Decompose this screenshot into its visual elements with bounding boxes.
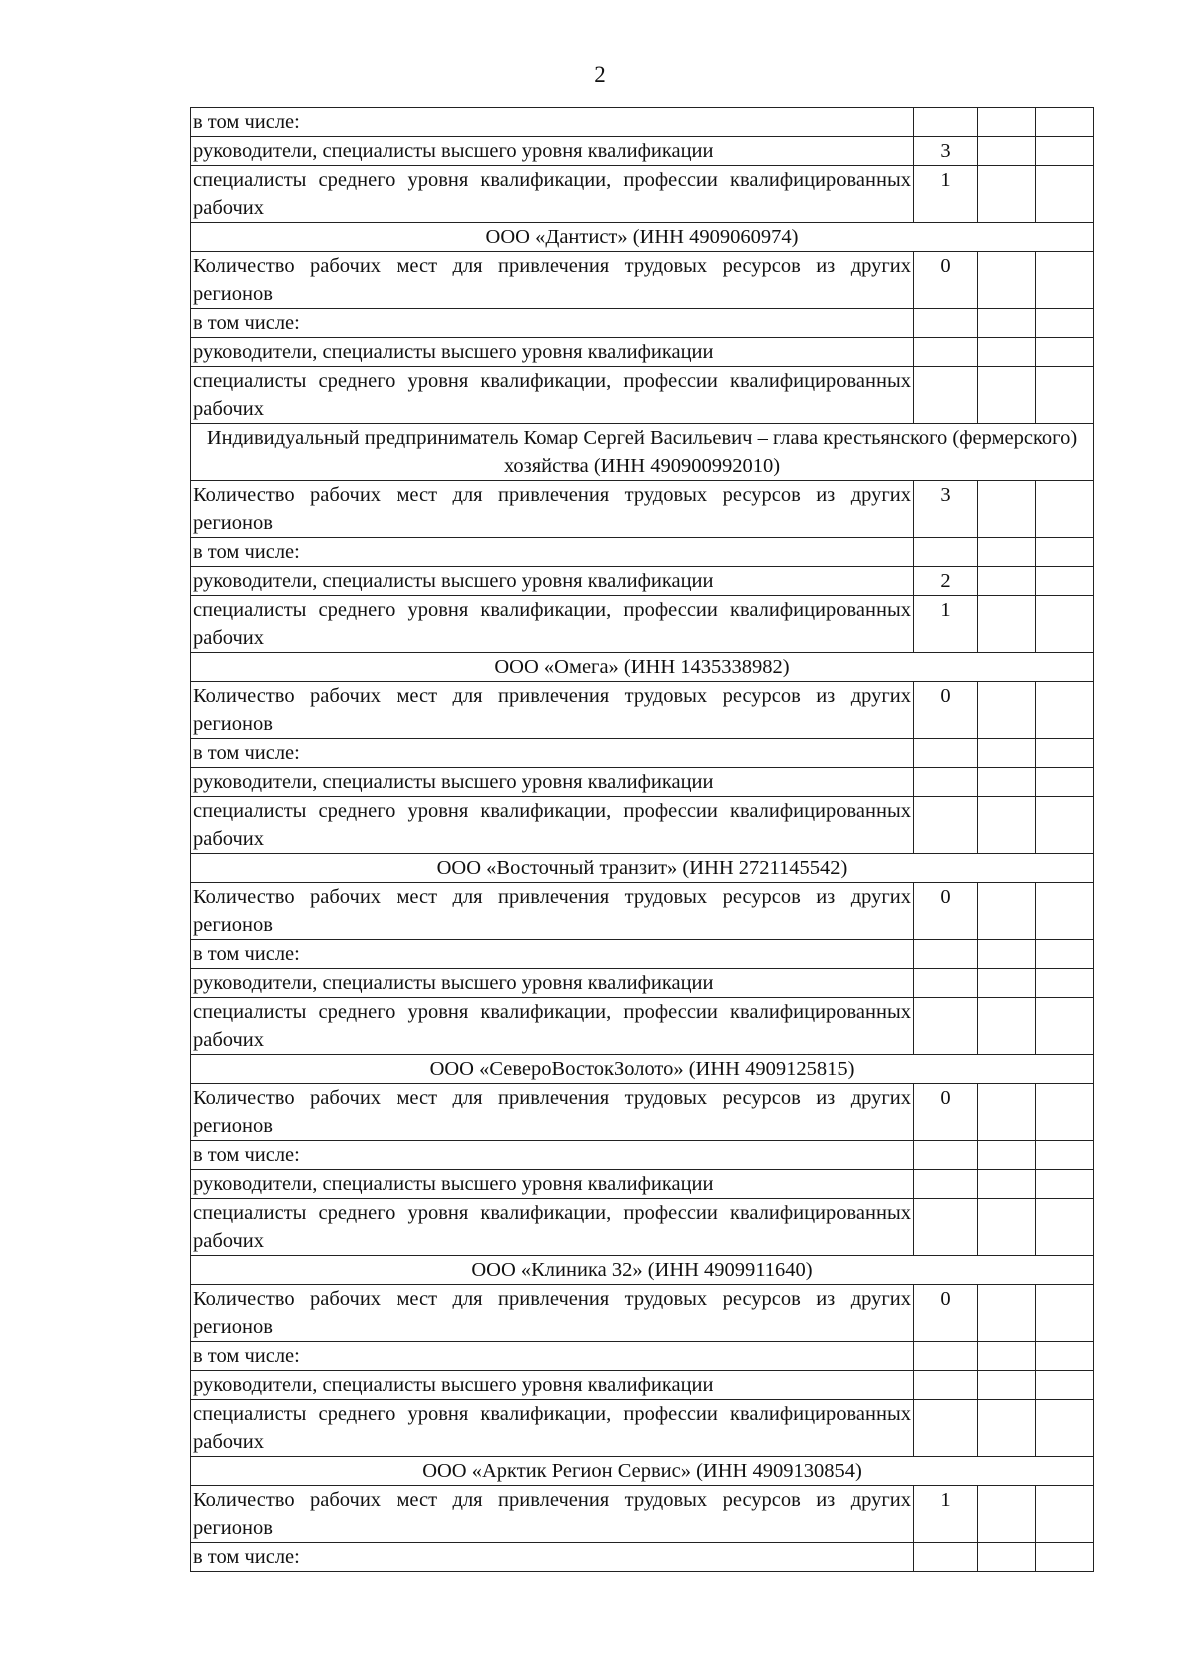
row-label: Количество рабочих мест для привлечения трудовых ресурсов из других регионов: [191, 682, 914, 739]
organization-name: ООО «Восточный транзит» (ИНН 2721145542): [191, 854, 1094, 883]
organization-header-row: [191, 223, 1094, 252]
table-row: [191, 596, 1094, 653]
row-label: специалисты среднего уровня квалификации, профессии квалифицированных рабочих: [191, 166, 914, 223]
empty-cell: [1036, 768, 1094, 797]
empty-cell: [1036, 1486, 1094, 1543]
empty-cell: [1036, 538, 1094, 567]
empty-cell: [978, 166, 1036, 223]
table-row: [191, 1543, 1094, 1572]
row-value: [914, 1141, 978, 1170]
row-label: руководители, специалисты высшего уровня квалификации: [191, 567, 914, 596]
table-row: [191, 481, 1094, 538]
table-row: [191, 367, 1094, 424]
table-row: [191, 309, 1094, 338]
row-label: Количество рабочих мест для привлечения трудовых ресурсов из других регионов: [191, 252, 914, 309]
organization-name: Индивидуальный предприниматель Комар Сергей Васильевич – глава крестьянского (фермерского) хозяйства (ИНН 490900992010): [191, 424, 1094, 481]
empty-cell: [1036, 252, 1094, 309]
empty-cell: [978, 797, 1036, 854]
table-row: [191, 739, 1094, 768]
table-row: [191, 682, 1094, 739]
empty-cell: [978, 998, 1036, 1055]
row-label: в том числе:: [191, 108, 914, 137]
table-row: [191, 768, 1094, 797]
table-row: [191, 1084, 1094, 1141]
empty-cell: [1036, 1371, 1094, 1400]
organization-header-row: [191, 653, 1094, 682]
organization-name: ООО «СевероВостокЗолото» (ИНН 4909125815): [191, 1055, 1094, 1084]
empty-cell: [1036, 883, 1094, 940]
row-value: [914, 739, 978, 768]
table-row: [191, 252, 1094, 309]
row-label: Количество рабочих мест для привлечения трудовых ресурсов из других регионов: [191, 1285, 914, 1342]
table-row: [191, 1170, 1094, 1199]
empty-cell: [1036, 797, 1094, 854]
empty-cell: [978, 940, 1036, 969]
empty-cell: [1036, 1170, 1094, 1199]
empty-cell: [978, 682, 1036, 739]
row-value: [914, 338, 978, 367]
table-row: [191, 166, 1094, 223]
row-value: 0: [914, 252, 978, 309]
row-value: 1: [914, 1486, 978, 1543]
row-value: 0: [914, 1084, 978, 1141]
empty-cell: [978, 567, 1036, 596]
empty-cell: [1036, 367, 1094, 424]
table-row: [191, 137, 1094, 166]
row-value: 2: [914, 567, 978, 596]
empty-cell: [978, 137, 1036, 166]
organization-name: ООО «Дантист» (ИНН 4909060974): [191, 223, 1094, 252]
empty-cell: [978, 252, 1036, 309]
empty-cell: [978, 1199, 1036, 1256]
empty-cell: [978, 739, 1036, 768]
empty-cell: [978, 596, 1036, 653]
empty-cell: [978, 481, 1036, 538]
empty-cell: [978, 538, 1036, 567]
row-label: в том числе:: [191, 309, 914, 338]
empty-cell: [978, 1543, 1036, 1572]
organization-name: ООО «Арктик Регион Сервис» (ИНН 4909130854): [191, 1457, 1094, 1486]
row-label: руководители, специалисты высшего уровня квалификации: [191, 1371, 914, 1400]
row-label: Количество рабочих мест для привлечения трудовых ресурсов из других регионов: [191, 883, 914, 940]
table-body: [191, 108, 1094, 1572]
row-label: Количество рабочих мест для привлечения трудовых ресурсов из других регионов: [191, 1084, 914, 1141]
table-row: [191, 338, 1094, 367]
empty-cell: [978, 883, 1036, 940]
empty-cell: [1036, 1400, 1094, 1457]
row-label: руководители, специалисты высшего уровня квалификации: [191, 969, 914, 998]
organization-name: ООО «Омега» (ИНН 1435338982): [191, 653, 1094, 682]
row-label: руководители, специалисты высшего уровня квалификации: [191, 137, 914, 166]
row-value: 3: [914, 481, 978, 538]
row-label: специалисты среднего уровня квалификации, профессии квалифицированных рабочих: [191, 1400, 914, 1457]
row-label: в том числе:: [191, 1141, 914, 1170]
row-label: руководители, специалисты высшего уровня квалификации: [191, 1170, 914, 1199]
row-value: [914, 797, 978, 854]
row-value: [914, 1400, 978, 1457]
table-row: [191, 1199, 1094, 1256]
row-value: [914, 1543, 978, 1572]
row-value: [914, 1371, 978, 1400]
row-value: 3: [914, 137, 978, 166]
empty-cell: [978, 1285, 1036, 1342]
row-value: [914, 969, 978, 998]
table-row: [191, 1285, 1094, 1342]
table-row: [191, 940, 1094, 969]
row-label: руководители, специалисты высшего уровня квалификации: [191, 768, 914, 797]
empty-cell: [978, 108, 1036, 137]
row-value: 0: [914, 682, 978, 739]
row-label: в том числе:: [191, 1342, 914, 1371]
empty-cell: [1036, 108, 1094, 137]
row-value: [914, 768, 978, 797]
empty-cell: [1036, 739, 1094, 768]
row-label: в том числе:: [191, 739, 914, 768]
empty-cell: [1036, 137, 1094, 166]
empty-cell: [1036, 998, 1094, 1055]
row-label: Количество рабочих мест для привлечения трудовых ресурсов из других регионов: [191, 481, 914, 538]
empty-cell: [978, 1084, 1036, 1141]
row-value: [914, 940, 978, 969]
row-label: руководители, специалисты высшего уровня квалификации: [191, 338, 914, 367]
organization-header-row: [191, 1256, 1094, 1285]
row-label: специалисты среднего уровня квалификации, профессии квалифицированных рабочих: [191, 797, 914, 854]
row-value: 1: [914, 166, 978, 223]
page-number: 2: [594, 62, 606, 87]
table-row: [191, 1342, 1094, 1371]
table-row: [191, 1486, 1094, 1543]
table-row: [191, 538, 1094, 567]
table-row: [191, 1141, 1094, 1170]
table-row: [191, 1371, 1094, 1400]
row-value: 1: [914, 596, 978, 653]
row-value: [914, 1170, 978, 1199]
table-row: [191, 797, 1094, 854]
empty-cell: [1036, 1199, 1094, 1256]
row-label: специалисты среднего уровня квалификации, профессии квалифицированных рабочих: [191, 367, 914, 424]
empty-cell: [1036, 309, 1094, 338]
table-row: [191, 108, 1094, 137]
empty-cell: [1036, 338, 1094, 367]
empty-cell: [978, 309, 1036, 338]
empty-cell: [1036, 596, 1094, 653]
row-value: [914, 367, 978, 424]
empty-cell: [1036, 940, 1094, 969]
row-value: [914, 998, 978, 1055]
organization-name: ООО «Клиника 32» (ИНН 4909911640): [191, 1256, 1094, 1285]
empty-cell: [1036, 682, 1094, 739]
row-label: специалисты среднего уровня квалификации, профессии квалифицированных рабочих: [191, 1199, 914, 1256]
empty-cell: [978, 1371, 1036, 1400]
row-label: в том числе:: [191, 940, 914, 969]
empty-cell: [978, 1400, 1036, 1457]
organization-header-row: [191, 1055, 1094, 1084]
organization-header-row: [191, 854, 1094, 883]
empty-cell: [1036, 1285, 1094, 1342]
row-value: [914, 108, 978, 137]
row-label: специалисты среднего уровня квалификации, профессии квалифицированных рабочих: [191, 998, 914, 1055]
row-value: [914, 538, 978, 567]
workplaces-table: [190, 107, 1094, 1572]
row-value: 0: [914, 883, 978, 940]
row-value: [914, 1342, 978, 1371]
empty-cell: [1036, 1543, 1094, 1572]
empty-cell: [978, 1342, 1036, 1371]
empty-cell: [1036, 481, 1094, 538]
row-label: Количество рабочих мест для привлечения трудовых ресурсов из других регионов: [191, 1486, 914, 1543]
empty-cell: [978, 1170, 1036, 1199]
empty-cell: [978, 1141, 1036, 1170]
table-row: [191, 1400, 1094, 1457]
empty-cell: [1036, 1141, 1094, 1170]
row-value: 0: [914, 1285, 978, 1342]
table-row: [191, 567, 1094, 596]
organization-header-row: [191, 1457, 1094, 1486]
row-label: в том числе:: [191, 538, 914, 567]
table-row: [191, 883, 1094, 940]
empty-cell: [978, 338, 1036, 367]
table-row: [191, 998, 1094, 1055]
empty-cell: [978, 367, 1036, 424]
empty-cell: [978, 969, 1036, 998]
row-label: в том числе:: [191, 1543, 914, 1572]
empty-cell: [978, 768, 1036, 797]
row-value: [914, 1199, 978, 1256]
row-label: специалисты среднего уровня квалификации, профессии квалифицированных рабочих: [191, 596, 914, 653]
table-row: [191, 969, 1094, 998]
empty-cell: [1036, 166, 1094, 223]
empty-cell: [1036, 969, 1094, 998]
organization-header-row: [191, 424, 1094, 481]
empty-cell: [1036, 1342, 1094, 1371]
row-value: [914, 309, 978, 338]
empty-cell: [978, 1486, 1036, 1543]
empty-cell: [1036, 567, 1094, 596]
empty-cell: [1036, 1084, 1094, 1141]
